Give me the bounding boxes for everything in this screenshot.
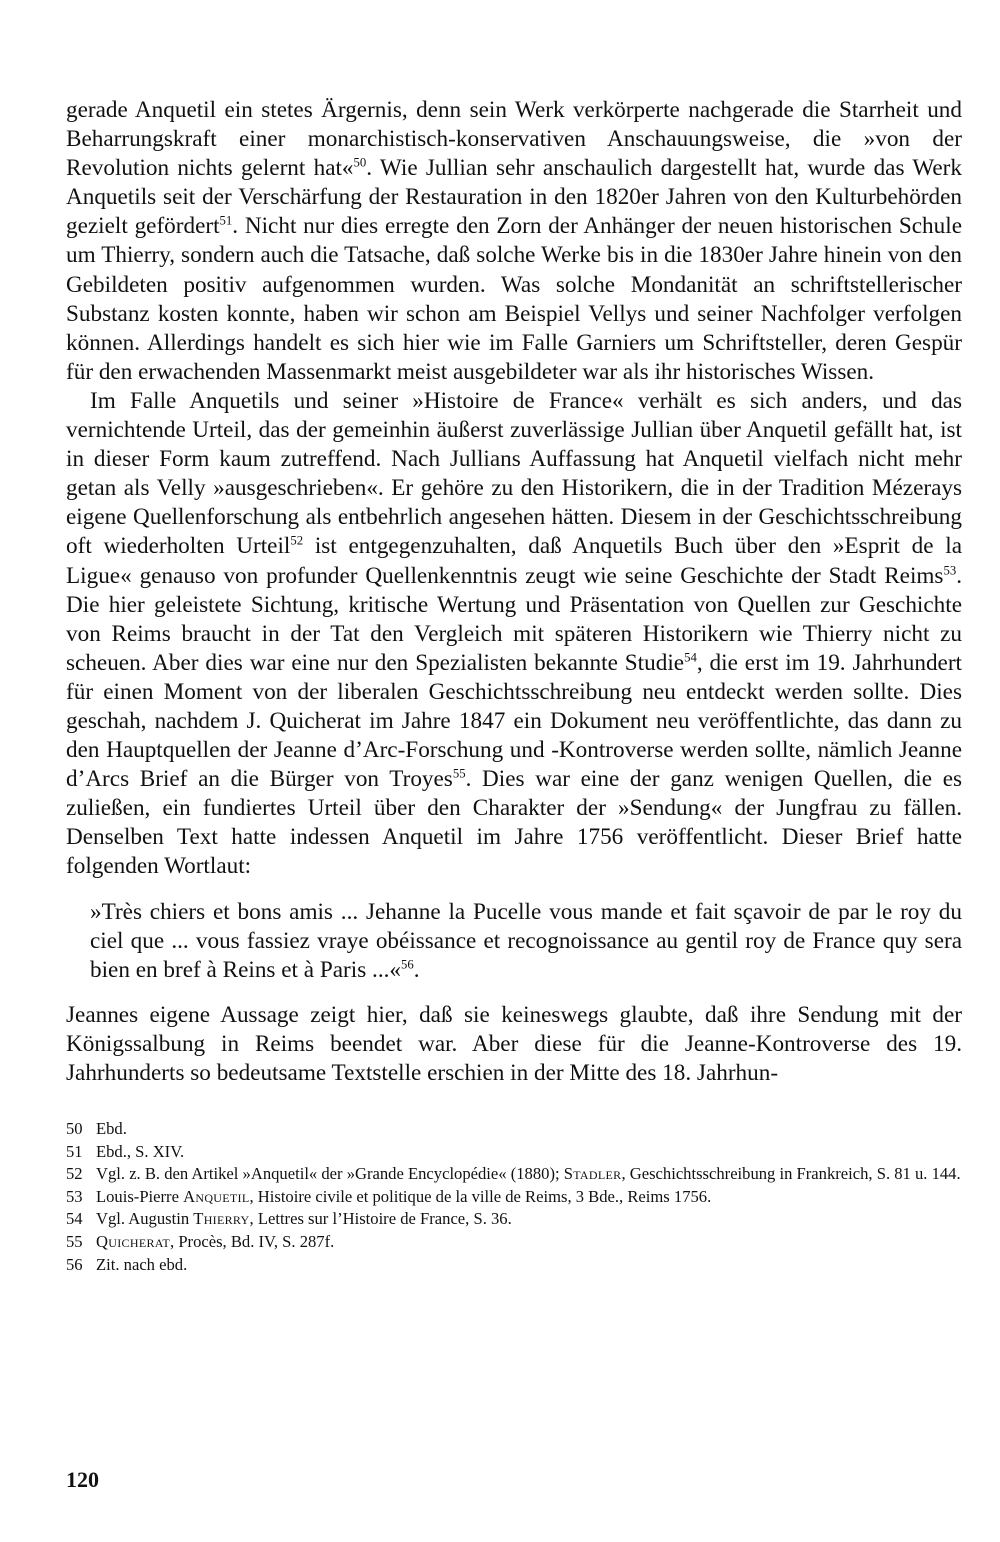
footnote — [66, 1118, 962, 1141]
footnote-reference: 52 — [290, 533, 304, 548]
footnote-number: 56 — [66, 1254, 83, 1274]
paragraphs — [66, 96, 962, 882]
text-run: Vgl. Augustin — [96, 1209, 194, 1229]
footnote-reference: 56 — [401, 956, 414, 971]
footnote-number: 52 — [66, 1164, 83, 1184]
text-run: . Die hier geleistete Sichtung, kritische Wertung und Präsentation von Quellen zur Geschichte von Reims braucht in der Tat den Vergleich mit späteren Historikern wie Thierry nicht zu scheuen. Aber dies war eine nur den Spezialisten bekannte Studie — [66, 562, 962, 676]
block-quote — [90, 898, 962, 985]
footnote-number: 55 — [66, 1232, 83, 1252]
footnote-text — [96, 1186, 962, 1209]
body-text — [66, 96, 962, 1088]
footnote-text — [96, 1208, 962, 1231]
text-run: Louis-Pierre — [96, 1186, 184, 1206]
author-name: Stadler — [563, 1164, 622, 1184]
footnotes — [66, 1118, 962, 1276]
author-name: Thierry — [193, 1209, 250, 1229]
paragraph-after-quote — [66, 1001, 962, 1088]
text-run: Im Falle Anquetils und seiner »Histoire de France« verhält es sich anders, und das vernichtende Urteil, das der gemeinhin äußerst zuverlässige Jullian über Anquetil gefällt hat, ist in dieser Form kaum zutreffend. Nach Jullians Auffassung hat Anquetil vielfach nicht mehr getan als Velly »ausgeschrieben«. Er gehöre zu den Historikern, die in der Tradition Mézerays eigene Quellenforschung als entbehrlich angesehen hätten. Diesem in der Geschichtsschreibung oft wiederholten Urteil — [66, 387, 962, 560]
text-run: Ebd., S. XIV. — [96, 1141, 185, 1161]
author-name: Quicherat — [96, 1232, 171, 1252]
text-run: gerade Anquetil ein stetes Ärgernis, denn sein Werk verkörperte nachgerade die Starrheit und Beharrungskraft einer monarchistisch-konservativen Anschauungsweise, die »von der Revolution nichts gelernt hat« — [66, 97, 962, 182]
text-run: . Wie Jullian sehr anschaulich dargestellt hat, wurde das Werk Anquetils seit der Verschärfung der Restauration in den 1820er Jahren von den Kulturbehörden gezielt gefördert — [66, 155, 962, 240]
footnote — [66, 1231, 962, 1254]
text-run: Zit. nach ebd. — [96, 1254, 188, 1274]
footnote-text — [96, 1118, 962, 1141]
text-run: »Très chiers et bons amis ... Jehanne la Pucelle vous mande et fait sçavoir de par le roy du ciel que ... vous fassiez vraye obéissance et recognoissance au gentil roy de France quy sera bien en bref à Reins et à Paris ...« — [90, 898, 962, 983]
text-run: , Geschichtsschreibung in Frankreich, S. 81 u. 144. — [621, 1164, 961, 1184]
footnote-number: 53 — [66, 1186, 83, 1206]
text-run: , die erst im 19. Jahrhundert für einen Moment von der liberalen Geschichtsschreibung neu entdeckt werden sollte. Dies geschah, nachdem J. Quicherat im Jahre 1847 ein Dokument neu veröffentlichte, das dann zu den Hauptquellen der Jeanne d’Arc-Forschung und -Kontroverse werden sollte, nämlich Jeanne d’Arcs Brief an die Bürger von Troyes — [66, 649, 962, 793]
footnote — [66, 1186, 962, 1209]
text-run: . — [413, 956, 420, 983]
text-run: , Procès, Bd. IV, S. 287f. — [170, 1232, 335, 1252]
page-number: 120 — [66, 1467, 99, 1492]
text-run: Ebd. — [96, 1119, 127, 1139]
footnote-reference: 55 — [452, 766, 466, 781]
footnote-reference: 54 — [684, 650, 697, 665]
footnote-reference: 50 — [353, 155, 367, 170]
footnote — [66, 1208, 962, 1231]
text-run: Jeannes eigene Aussage zeigt hier, daß sie keineswegs glaubte, daß ihre Sendung mit der Königssalbung in Reims beendet war. Aber diese für die Jeanne-Kontroverse des 19. Jahrhunderts so bedeutsame Textstelle erschien in der Mitte des 18. Jahrhun- — [66, 1001, 962, 1086]
footnote-reference: 51 — [219, 213, 233, 228]
text-run: . Nicht nur dies erregte den Zorn der Anhänger der neuen historischen Schule um Thierry, sondern auch die Tatsache, daß solche Werke bis in die 1830er Jahre hinein von den Gebildeten positiv aufgenommen wurden. Was solche Mondanität an schriftstellerischer Substanz kosten konnte, haben wir schon am Beispiel Vellys und seiner Nachfolger verfolgen können. Allerdings handelt es sich hier wie im Falle Garniers um Schriftsteller, deren Gespür für den erwachenden Massenmarkt meist ausgebildeter war als ihr historisches Wissen. — [66, 213, 962, 385]
footnote — [66, 1254, 962, 1277]
text-run: , Histoire civile et politique de la ville de Reims, 3 Bde., Reims 1756. — [249, 1186, 712, 1206]
footnote-text — [96, 1163, 962, 1186]
paragraph — [66, 387, 962, 882]
footnote — [66, 1141, 962, 1164]
text-run: . Dies war eine der ganz wenigen Quellen, die es zuließen, ein fundiertes Urteil über den Charakter der »Sendung« der Jungfrau zu fällen. Denselben Text hatte indessen Anquetil im Jahre 1756 veröffentlicht. Dieser Brief hatte folgenden Wortlaut: — [66, 766, 963, 880]
footnote-text — [96, 1141, 962, 1164]
footnote — [66, 1163, 962, 1186]
paragraph — [66, 96, 962, 387]
footnote-number: 54 — [66, 1209, 83, 1229]
footnote-reference: 53 — [943, 562, 957, 577]
footnote-number: 50 — [66, 1119, 83, 1139]
text-run: , Lettres sur l’Histoire de France, S. 36. — [249, 1209, 512, 1229]
text-run: ist entgegenzuhalten, daß Anquetils Buch über den »Esprit de la Ligue« genauso von profunder Quellenkenntnis zeugt wie seine Geschichte der Stadt Reims — [66, 533, 962, 589]
text-run: Vgl. z. B. den Artikel »Anquetil« der »Grande Encyclopédie« (1880); — [96, 1164, 564, 1184]
author-name: Anquetil — [183, 1186, 250, 1206]
footnote-number: 51 — [66, 1141, 83, 1161]
footnote-text — [96, 1254, 962, 1277]
footnote-text — [96, 1231, 962, 1254]
